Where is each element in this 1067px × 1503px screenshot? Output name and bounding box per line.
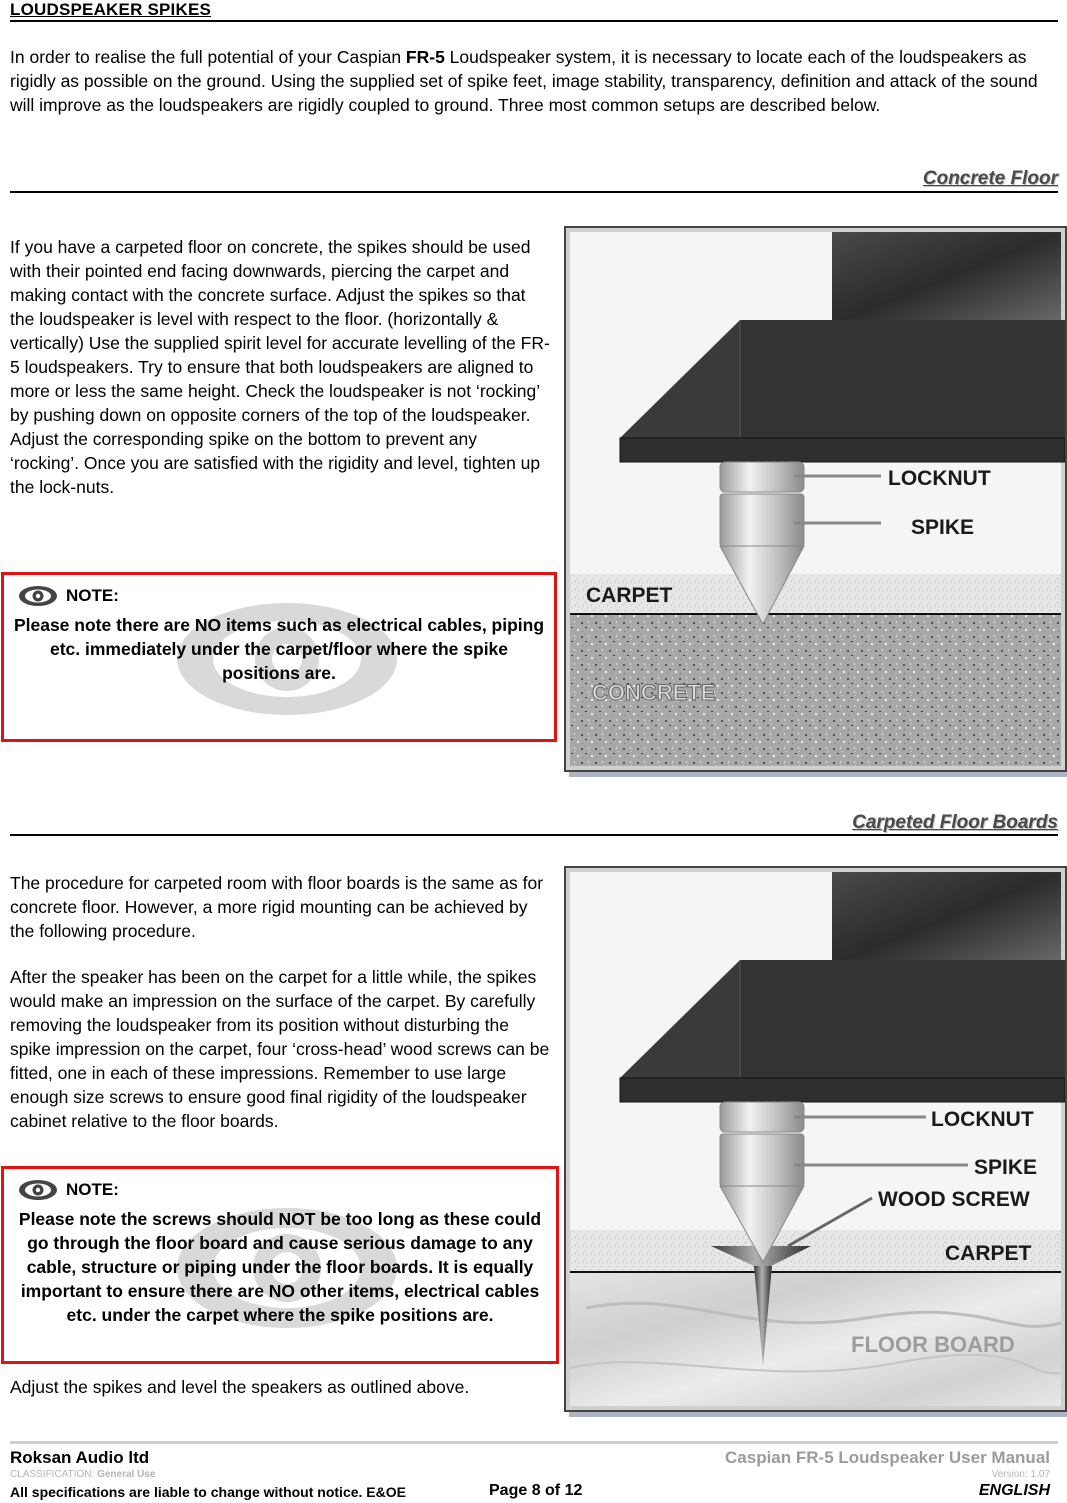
title-rule xyxy=(10,20,1058,22)
floorboards-figure xyxy=(564,866,1067,1412)
eye-icon xyxy=(18,585,58,607)
floorboards-rule xyxy=(10,834,1058,836)
intro-paragraph xyxy=(10,45,1050,117)
classification-label: CLASSIFICATION: xyxy=(10,1469,98,1480)
concrete-note-label: NOTE: xyxy=(66,586,119,605)
footer-manual-title: Caspian FR-5 Loudspeaker User Manual xyxy=(725,1448,1050,1467)
floorboards-body-1: The procedure for carpeted room with floor boards is the same as for concrete floor. However, a more rigid mounting can be achieved by the following procedure. xyxy=(10,873,544,941)
floorboards-heading: Carpeted Floor Boards xyxy=(852,812,1058,833)
concrete-diagram xyxy=(566,228,1065,770)
footer-company: Roksan Audio ltd xyxy=(10,1448,150,1467)
classification-value: General Use xyxy=(97,1469,156,1480)
eye-icon-2 xyxy=(18,1179,58,1201)
floorboards-woodscrew-label: WOOD SCREW xyxy=(878,1188,1030,1211)
concrete-locknut-label: LOCKNUT xyxy=(888,467,991,490)
concrete-heading: Concrete Floor xyxy=(922,168,1058,189)
concrete-note-box xyxy=(1,572,557,742)
concrete-carpet-label: CARPET xyxy=(586,584,673,607)
concrete-note-header xyxy=(18,585,119,607)
concrete-spike-label: SPIKE xyxy=(911,516,975,539)
footer-disclaimer: All specifications are liable to change without notice. E&OE xyxy=(10,1484,406,1500)
intro-text-pre: In order to realise the full potential of your Caspian xyxy=(10,47,406,67)
concrete-concrete-label: CONCRETE xyxy=(592,680,716,705)
intro-text-post: Loudspeaker system, it is necessary to locate each of the loudspeakers as rigidly as possible on the ground. Using the supplied set of spike feet, image stability, transparency, definition and attack of the sound will improve as the loudspeakers are rigidly coupled to ground. Three most common setups are described below. xyxy=(10,47,1038,115)
footer-language: ENGLISH xyxy=(978,1482,1050,1499)
floorboards-locknut-label: LOCKNUT xyxy=(931,1108,1034,1131)
floorboards-note-text: Please note the screws should NOT be too long as these could go through the floor board and cause serious damage to any cable, structure or piping under the floor boards. It is equally important to ensure there are NO other items, electrical cables etc. under the carpet where the spike positions are. xyxy=(18,1209,542,1325)
floorboards-diagram xyxy=(566,868,1065,1410)
concrete-rule xyxy=(10,191,1058,193)
concrete-figure xyxy=(564,226,1067,772)
floorboards-spike-label: SPIKE xyxy=(974,1156,1038,1179)
footer-rule xyxy=(10,1441,1058,1444)
floorboards-body-3: Adjust the spikes and level the speakers as outlined above. xyxy=(10,1377,470,1397)
floorboards-note-label: NOTE: xyxy=(66,1180,119,1199)
intro-model-name: FR-5 xyxy=(405,47,445,67)
floorboards-note-box xyxy=(1,1166,559,1364)
concrete-note-text: Please note there are NO items such as electrical cables, piping etc. immediately under the carpet/floor where the spike positions are. xyxy=(13,615,545,683)
page-title: LOUDSPEAKER SPIKES xyxy=(10,0,212,19)
floorboards-floorboard-label: FLOOR BOARD xyxy=(851,1332,1015,1357)
footer-classification xyxy=(10,1469,155,1480)
footer-version: Version: 1.07 xyxy=(991,1469,1050,1480)
footer-page-number: Page 8 of 12 xyxy=(489,1482,583,1499)
floorboards-note-header xyxy=(18,1179,119,1201)
floorboards-body-2: After the speaker has been on the carpet for a little while, the spikes would make an impression on the surface of the carpet. By carefully removing the loudspeaker from its position without disturbing the spike impression on the carpet, four ‘cross-head’ wood screws can be fitted, one in each of these impressions. Remember to use large enough size screws to ensure good final rigidity of the loudspeaker cabinet relative to the floor boards. xyxy=(10,967,550,1131)
floorboards-carpet-label: CARPET xyxy=(945,1242,1032,1265)
concrete-body: If you have a carpeted floor on concrete, the spikes should be used with their pointed end facing downwards, piercing the carpet and making contact with the concrete surface. Adjust the spikes so that the loudspeaker is level with respect to the floor. (horizontally & vertically) Use the supplied spirit level for accurate levelling of the FR-5 loudspeakers. Try to ensure that both loudspeakers are aligned to more or less the same height. Check the loudspeaker is not ‘rocking’ by pushing down on opposite corners of the top of the loudspeaker. Adjust the corresponding spike on the bottom to prevent any ‘rocking’. Once you are satisfied with the rigidity and level, tighten up the lock-nuts. xyxy=(10,237,550,497)
